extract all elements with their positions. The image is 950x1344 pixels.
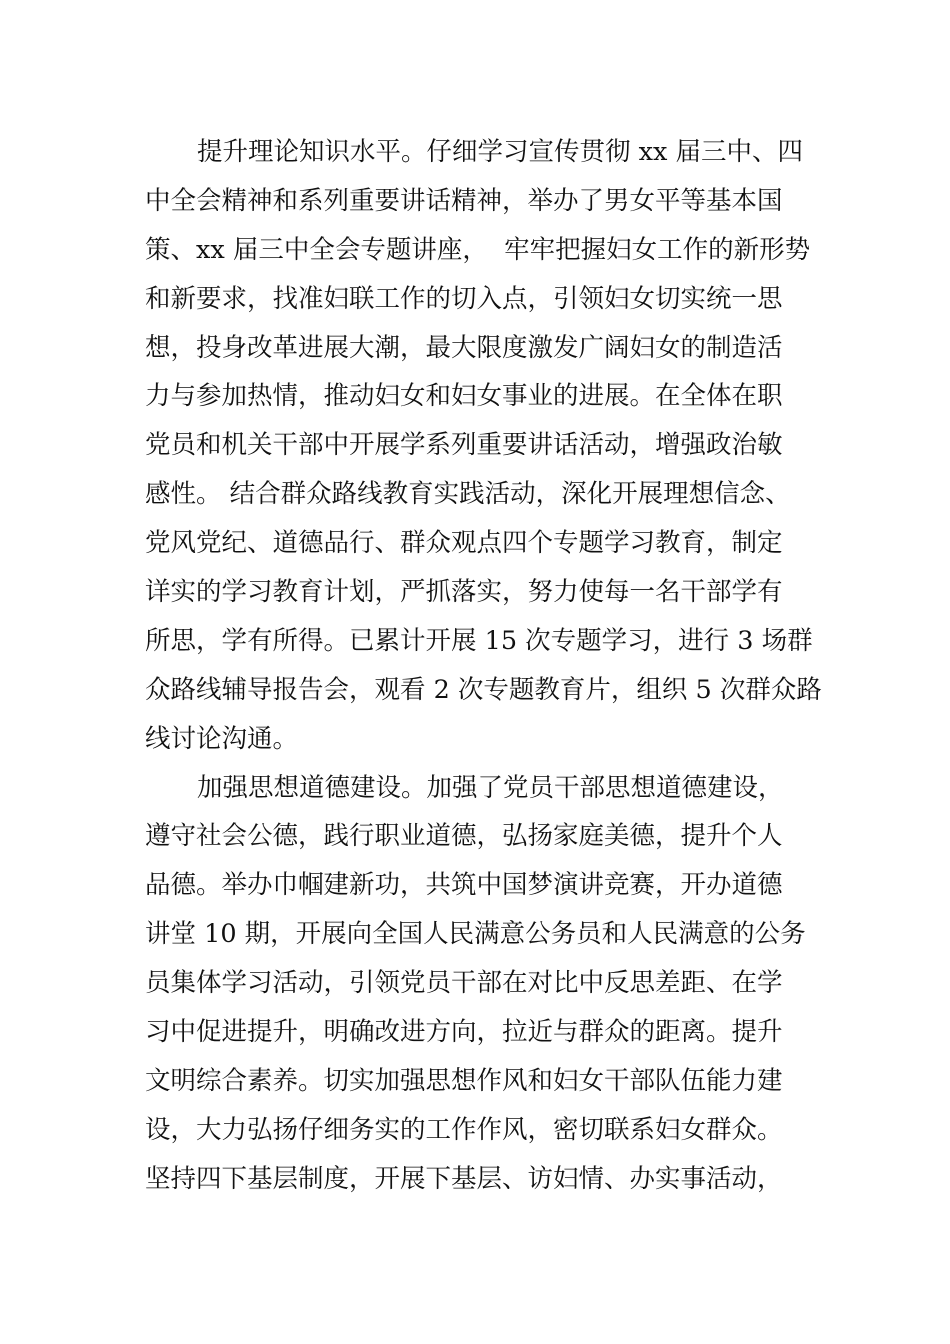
- text-line: 感性。 结合群众路线教育实践活动，深化开展理想信念、: [145, 479, 791, 510]
- paragraph-moral-building: [145, 764, 815, 1204]
- text-line: 讲堂 10 期，开展向全国人民满意公务员和人民满意的公务: [145, 919, 806, 950]
- paragraph-theory-study: [145, 128, 822, 764]
- text-line: 坚持四下基层制度，开展下基层、访妇情、办实事活动，: [145, 1163, 783, 1194]
- text-line: 遵守社会公德，践行职业道德，弘扬家庭美德，提升个人: [145, 821, 783, 852]
- text-line: 力与参加热情，推动妇女和妇女事业的进展。在全体在职: [145, 381, 783, 412]
- text-line: 想，投身改革进展大潮，最大限度激发广阔妇女的制造活: [145, 332, 783, 363]
- text-line: 众路线辅导报告会，观看 2 次专题教育片，组织 5 次群众路: [145, 674, 822, 705]
- text-line: 员集体学习活动，引领党员干部在对比中反思差距、在学: [145, 968, 783, 999]
- text-line: 习中促进提升，明确改进方向，拉近与群众的距离。提升: [145, 1017, 783, 1048]
- text-line: 所思，学有所得。已累计开展 15 次专题学习，进行 3 场群: [145, 625, 813, 656]
- text-line: 提升理论知识水平。仔细学习宣传贯彻 xx 届三中、四: [197, 137, 803, 167]
- text-line: 文明综合素养。切实加强思想作风和妇女干部队伍能力建: [145, 1065, 783, 1096]
- body-text: [145, 128, 822, 1204]
- text-line: 品德。举办巾帼建新功，共筑中国梦演讲竞赛，开办道德: [145, 870, 783, 901]
- text-line: 详实的学习教育计划，严抓落实，努力使每一名干部学有: [145, 577, 783, 608]
- text-line: 党风党纪、道德品行、群众观点四个专题学习教育，制定: [145, 528, 783, 559]
- text-line: 线讨论沟通。: [145, 723, 299, 754]
- text-line: 加强思想道德建设。加强了党员干部思想道德建设，: [197, 772, 784, 803]
- text-line: 策、xx 届三中全会专题讲座， 牢牢把握妇女工作的新形势: [145, 234, 811, 265]
- text-line: 设，大力弘扬仔细务实的工作作风，密切联系妇女群众。: [145, 1114, 783, 1145]
- text-line: 党员和机关干部中开展学系列重要讲话活动，增强政治敏: [145, 430, 783, 461]
- text-line: 和新要求，找准妇联工作的切入点，引领妇女切实统一思: [145, 283, 783, 314]
- text-line: 中全会精神和系列重要讲话精神，举办了男女平等基本国: [145, 185, 783, 216]
